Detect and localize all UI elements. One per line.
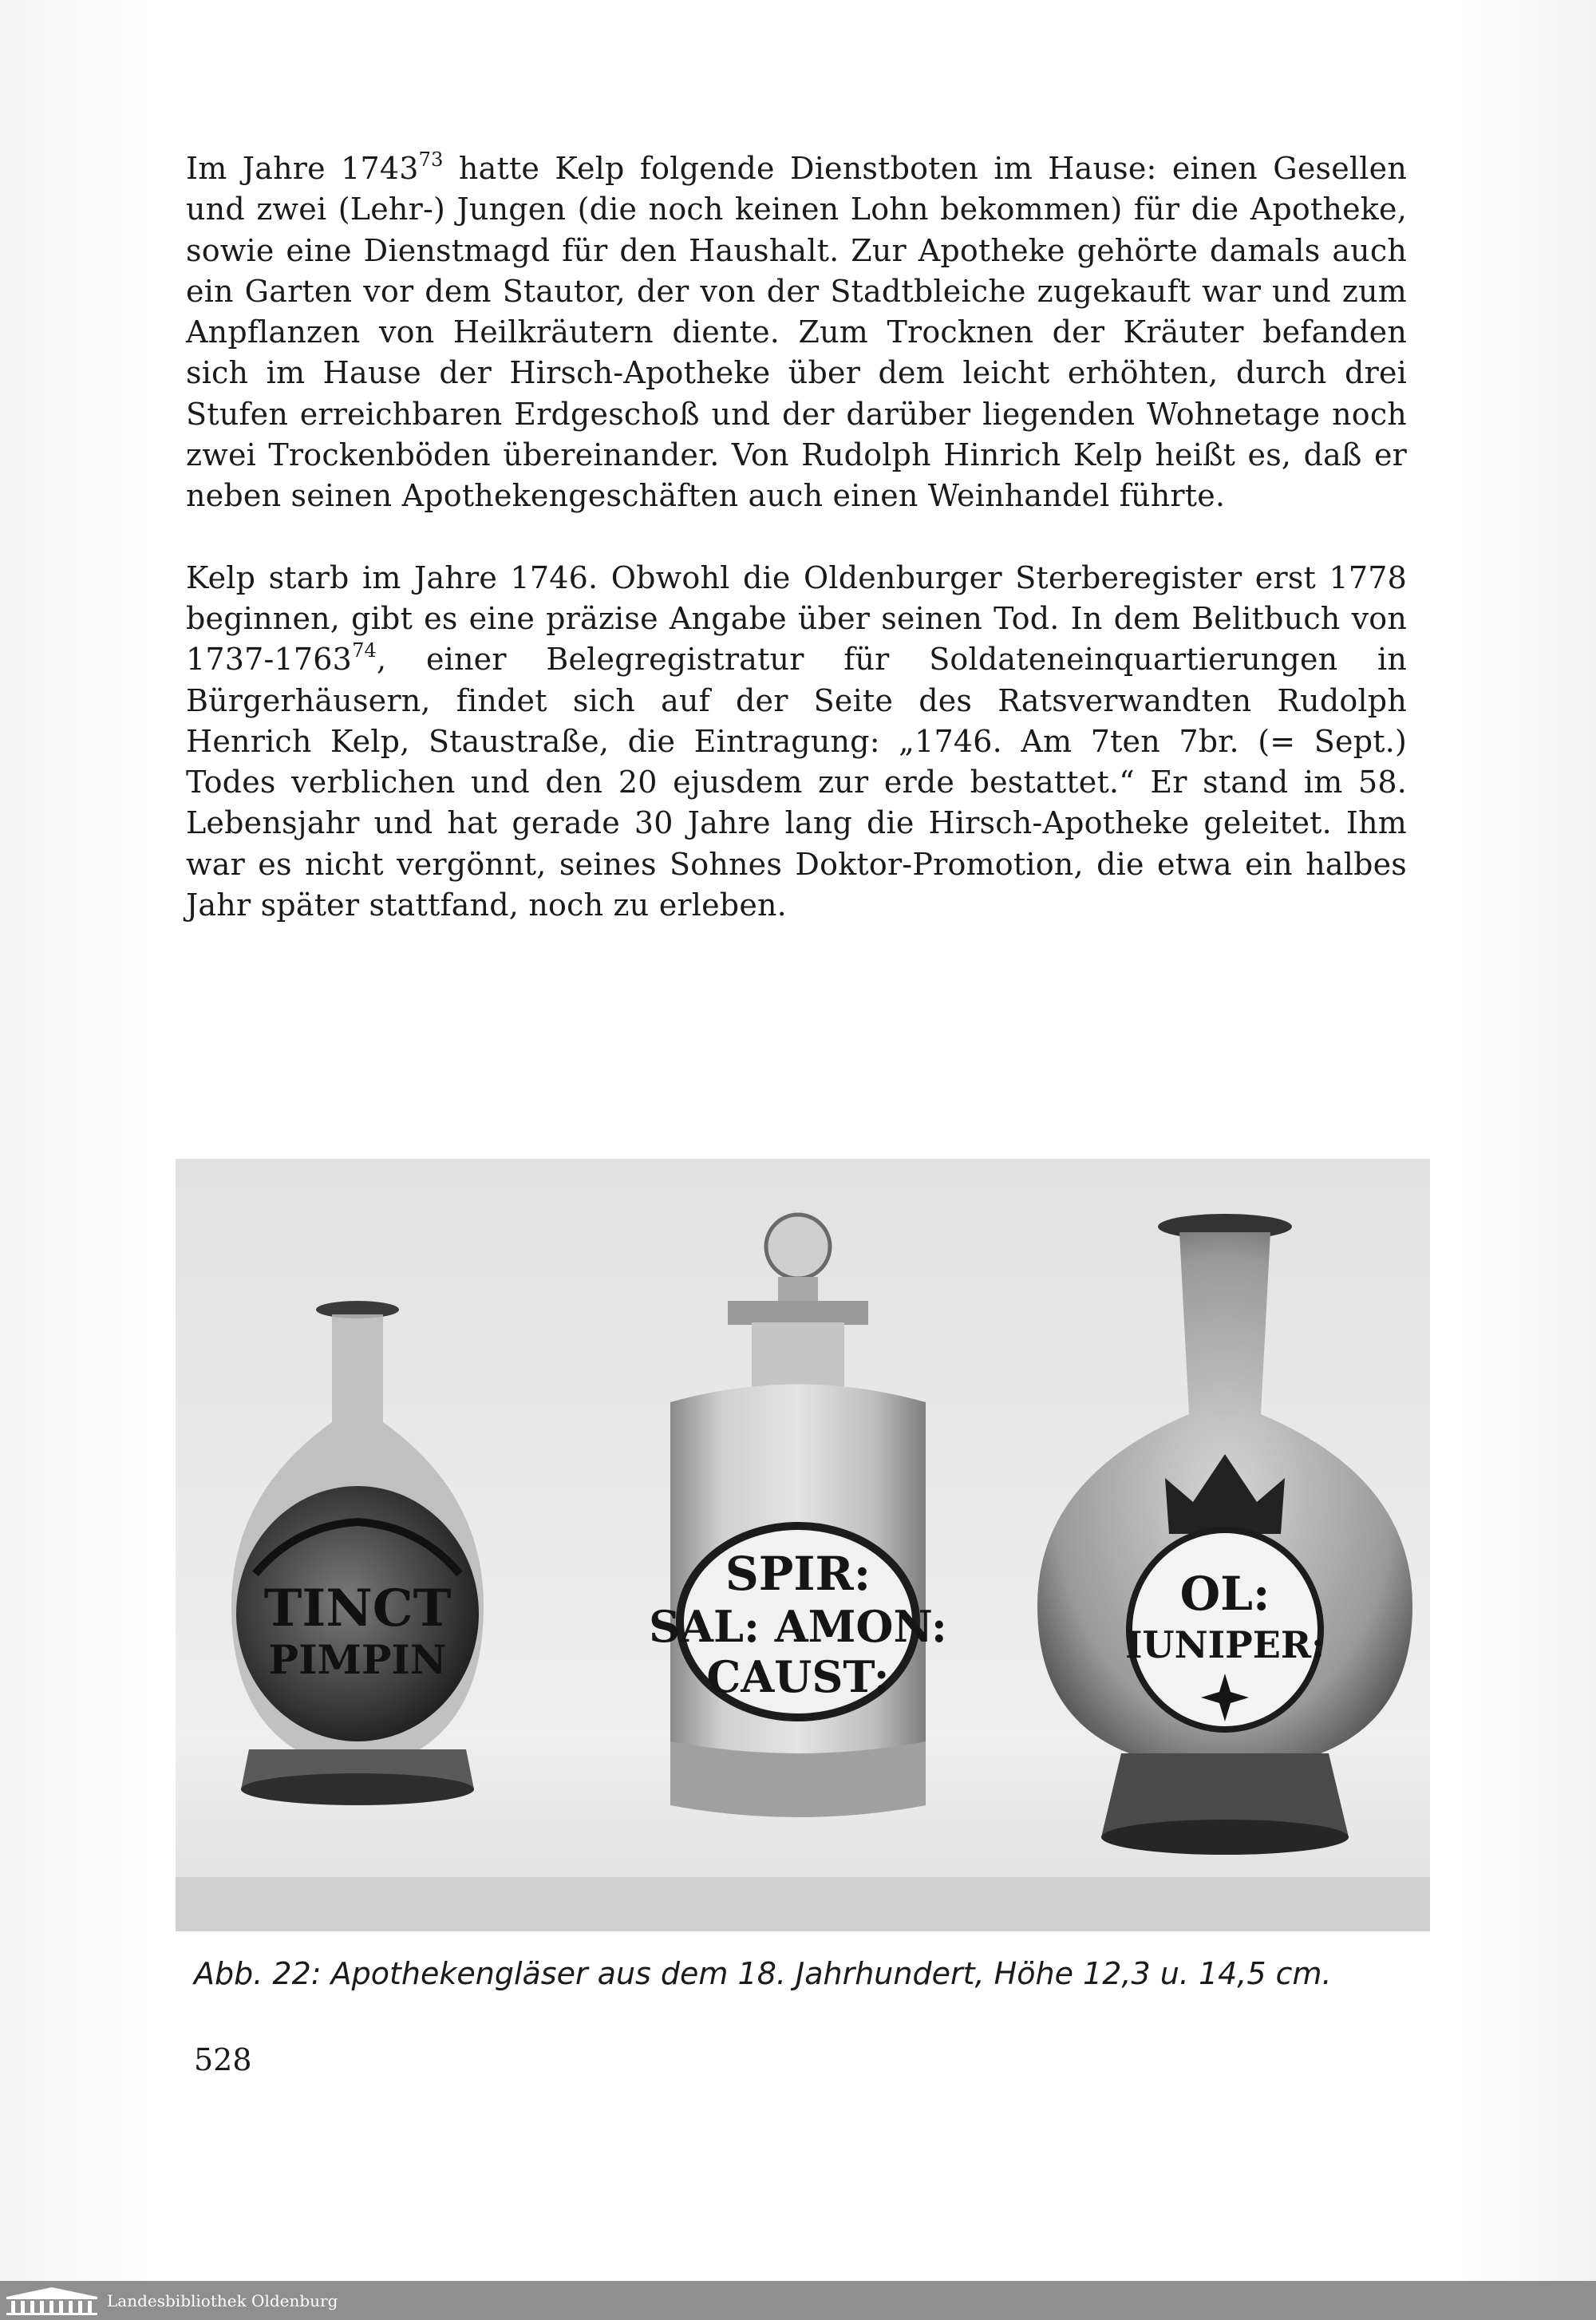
footer-bar: [0, 2281, 1596, 2320]
footnote-ref-73: 73: [418, 148, 444, 171]
footnote-ref-74: 74: [352, 639, 377, 662]
paragraph-2: Kelp starb im Jahre 1746. Obwohl die Oldenburger Sterberegister erst 1778 beginnen, gibt es eine präzise Angabe über seinen Tod. In dem Belitbuch von 1737-1763$^{74}$, einer Belegregistratur für Soldateneinquartierungen in Bürgerhäusern, findet sich auf der Seite des Ratsverwandten Rudolph Henrich Kelp, Staustraße, die Eintragung: „1746. Am 7ten 7br. (= Sept.) Todes verblichen und den 20 ejusdem zur erde bestattet.“ Er stand im 58. Lebensjahr und hat gerade 30 Jahre lang die Hirsch-Apotheke geleitet. Ihm war es nicht vergönnt, seines Sohnes Doktor-Promotion, die etwa ein halbes Jahr später stattfand, noch zu erleben.: [186, 559, 1407, 923]
figure-caption: Abb. 22: Apothekengläser aus dem 18. Jahrhundert, Höhe 12,3 u. 14,5 cm.: [194, 1956, 1332, 1991]
jar-right-label-line-2: IUNIPER:: [1124, 1623, 1325, 1666]
jar-center-label-line-3: CAUST:: [706, 1651, 890, 1702]
jar-center-label-line-2: SAL: AMON:: [649, 1601, 947, 1652]
jar-center-label-line-1: SPIR:: [725, 1547, 871, 1601]
jar-left-label-line-1: TINCT: [263, 1579, 452, 1638]
apothecary-jars-photo: [176, 1159, 1430, 1931]
paragraph-1: Im Jahre 1743$^{73}$ hatte Kelp folgende Dienstboten im Hause: einen Gesellen und zwei (Lehr-) Jungen (die noch keinen Lohn bekommen) für die Apotheke, sowie eine Dienstmagd für den Haushalt. Zur Apotheke gehörte damals auch ein Garten vor dem Stautor, der von der Stadtbleiche zugekauft war und zum Anpflanzen von Heilkräutern diente. Zum Trocknen der Kräuter befanden sich im Hause der Hirsch-Apotheke über dem leicht erhöhten, durch drei Stufen erreichbaren Erdgeschoß und der darüber liegenden Wohnetage noch zwei Trockenböden übereinander. Von Rudolph Hinrich Kelp heißt es, daß er neben seinen Apothekengeschäften auch einen Weinhandel führte.: [186, 148, 1407, 514]
page-number: 528: [194, 2042, 252, 2077]
jar-right-label-line-1: OL:: [1179, 1567, 1270, 1621]
library-building-icon: [5, 2286, 99, 2316]
jar-left-label-line-2: PIMPIN: [268, 1636, 447, 1683]
footer-library-name: Landesbibliothek Oldenburg: [107, 2291, 338, 2310]
body-text: [186, 148, 1407, 926]
